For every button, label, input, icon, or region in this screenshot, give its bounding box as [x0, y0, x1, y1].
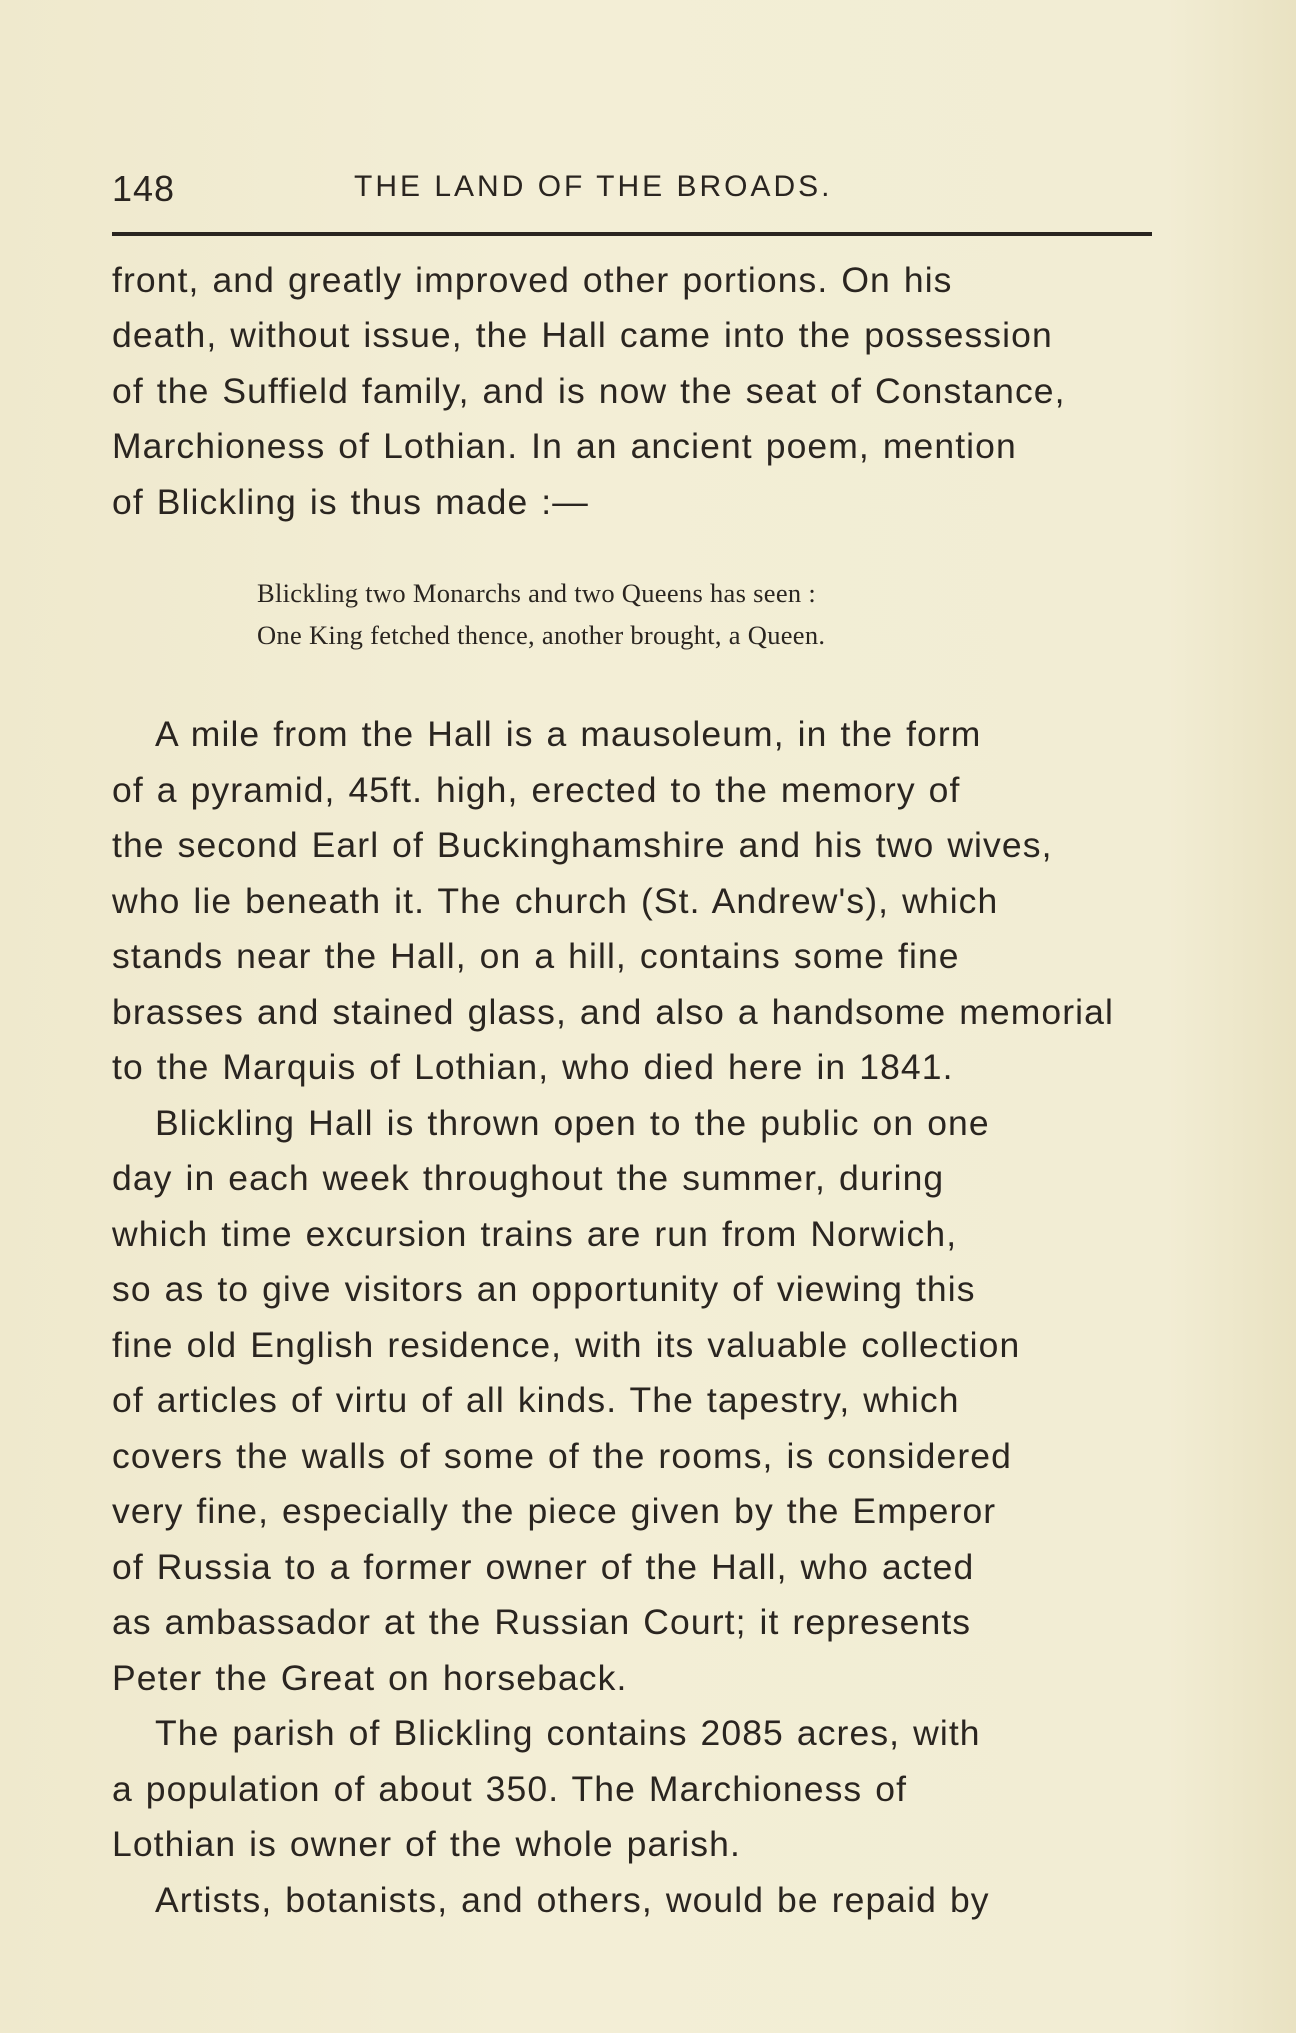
text-line: of a pyramid, 45ft. high, erected to the memory of — [112, 770, 961, 810]
text-line: which time excursion trains are run from Norwich, — [112, 1214, 958, 1254]
text-line: fine old English residence, with its valuable collection — [112, 1325, 1021, 1365]
page-header — [112, 160, 1152, 220]
text-line: Marchioness of Lothian. In an ancient poem, mention — [112, 426, 1017, 466]
text-line: who lie beneath it. The church (St. Andrew's), which — [112, 881, 999, 921]
page-number: 148 — [112, 168, 176, 209]
text-line: brasses and stained glass, and also a handsome memorial — [112, 992, 1114, 1032]
text-line: stands near the Hall, on a hill, contains some fine — [112, 936, 960, 976]
text-line: day in each week throughout the summer, during — [112, 1158, 945, 1198]
text-line: of the Suffield family, and is now the seat of Constance, — [112, 371, 1066, 411]
verse-line: One King fetched thence, another brought, a Queen. — [257, 620, 826, 650]
text-line: the second Earl of Buckinghamshire and his two wives, — [112, 825, 1053, 865]
text-line: front, and greatly improved other portions. On his — [112, 260, 953, 300]
header-rule — [112, 232, 1152, 236]
text-line: of Blickling is thus made :— — [112, 482, 589, 522]
text-line: Artists, botanists, and others, would be repaid by — [155, 1880, 990, 1920]
text-line: Peter the Great on horseback. — [112, 1658, 628, 1698]
text-line: Lothian is owner of the whole parish. — [112, 1824, 741, 1864]
text-line: to the Marquis of Lothian, who died here in 1841. — [112, 1047, 954, 1087]
text-line: as ambassador at the Russian Court; it represents — [112, 1602, 972, 1642]
text-line: The parish of Blickling contains 2085 acres, with — [155, 1713, 981, 1753]
text-line: of Russia to a former owner of the Hall, who acted — [112, 1547, 975, 1587]
running-title: THE LAND OF THE BROADS. — [354, 170, 833, 203]
text-line: Blickling Hall is thrown open to the public on one — [155, 1103, 990, 1143]
text-line: of articles of virtu of all kinds. The tapestry, which — [112, 1380, 960, 1420]
text-line: a population of about 350. The Marchioness of — [112, 1769, 908, 1809]
text-line: very fine, especially the piece given by the Emperor — [112, 1491, 997, 1531]
text-line: A mile from the Hall is a mausoleum, in the form — [155, 714, 982, 754]
text-line: so as to give visitors an opportunity of viewing this — [112, 1269, 976, 1309]
text-line: covers the walls of some of the rooms, is considered — [112, 1436, 1012, 1476]
verse-line: Blickling two Monarchs and two Queens has seen : — [257, 578, 817, 608]
text-line: death, without issue, the Hall came into the possession — [112, 315, 1053, 355]
